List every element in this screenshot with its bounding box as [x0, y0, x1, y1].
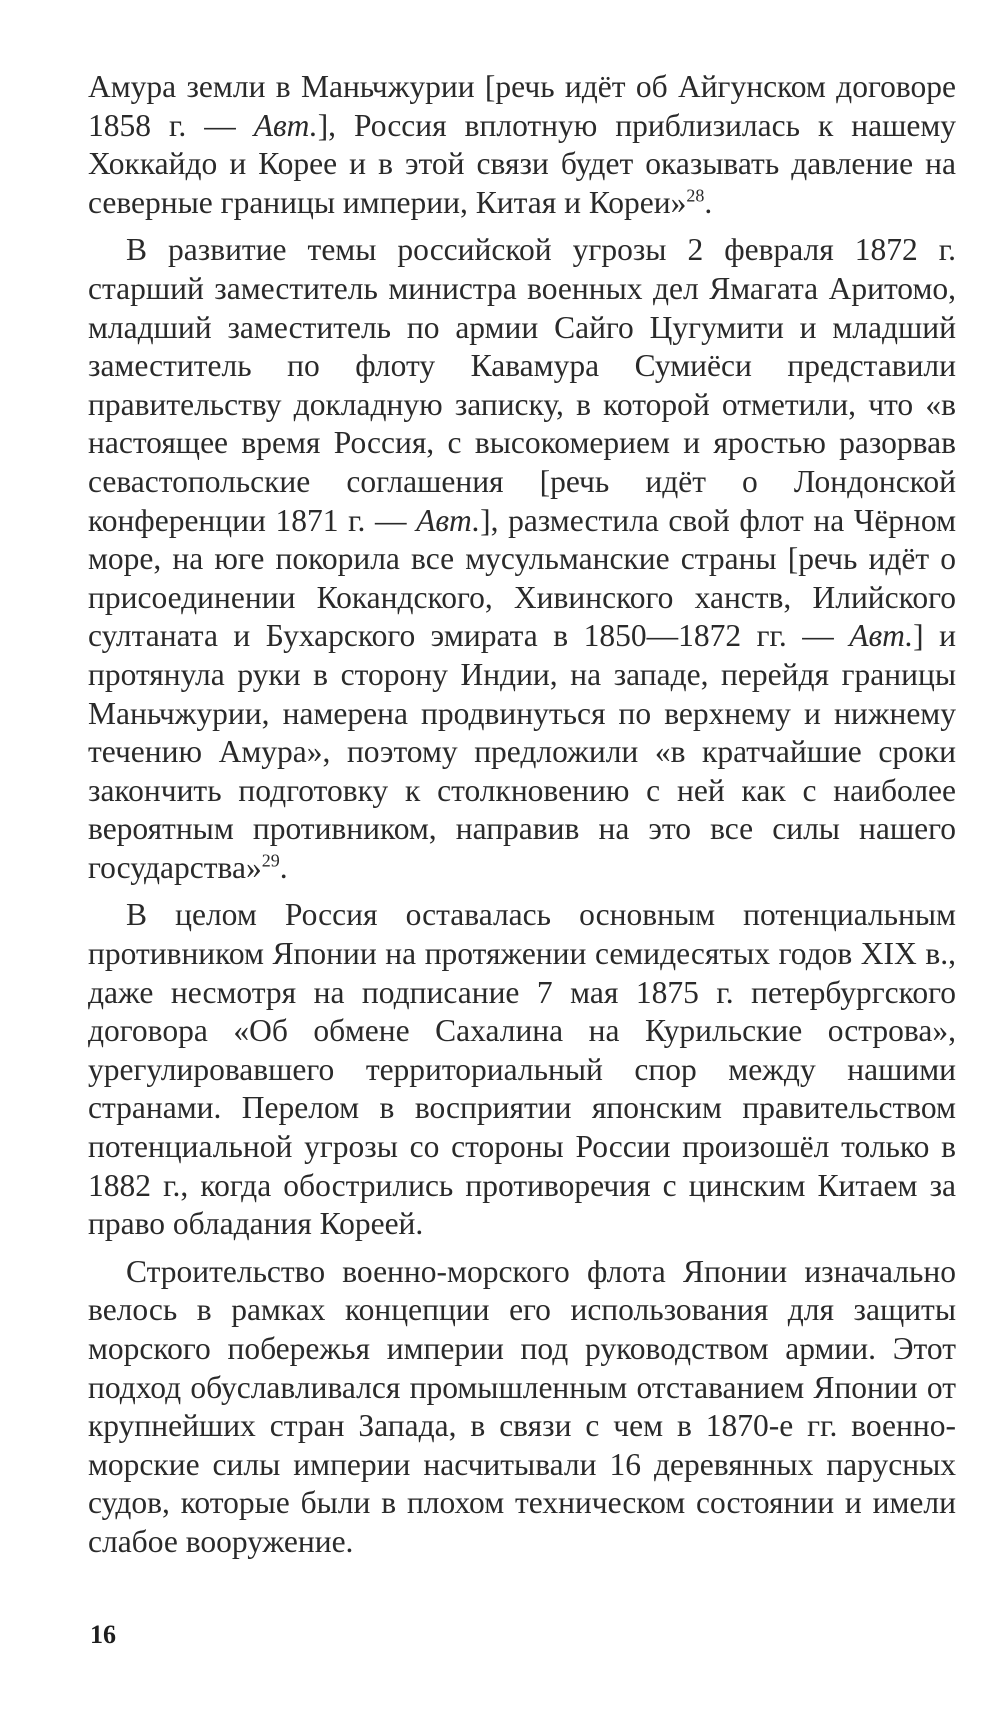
paragraph-2-part-3: ], разместила свой флот на Чёрном море, на юге покорила все мусульманские страны [речь идёт о присоединении Кокандского, Хивинского ханств, Илийского султаната и Бухарского эмирата в 1850—1872 гг. —	[88, 502, 957, 654]
paragraph-3-part-1: В целом Россия оставалась основным потенциальным противником Японии на протяжении семидесятых годов XIX в., даже несмотря на подписание 7 мая 1875 г. петербургского договора «Об обмене Сахалина на Курильские острова», урегулировавшего территориальный спор между нашими странами. Перелом в восприятии японским правительством потенциальной угрозы со стороны России произошёл только в 1882 г., когда обострились противоречия с цинским Китаем за право обладания Кореей.	[88, 897, 956, 1242]
author-note: Авт.	[253, 107, 318, 143]
paragraph-2	[88, 231, 956, 887]
page-text	[88, 68, 956, 1562]
paragraph-4-part-1: Строительство военно-морского флота Японии изначально велось в рамках концепции его использования для защиты морского побережья империи под руководством армии. Этот подход обуславливался промышленным отставанием Японии от крупнейших стран Запада, в связи с чем в 1870-е гг. военно-морские силы империи насчитывали 16 деревянных парусных судов, которые были в плохом техническом состоянии и имели слабое вооружение.	[88, 1253, 956, 1559]
paragraph-3	[88, 896, 956, 1243]
paragraph-1-part-1: Амура земли в Маньчжурии [речь идёт об Айгунском договоре 1858 г. —	[88, 69, 956, 143]
page-number: 16	[90, 1620, 116, 1649]
footnote-ref-28[interactable]: 28	[686, 185, 705, 206]
paragraph-2-part-7: .	[279, 849, 288, 885]
paragraph-1-part-3: ], Россия вплотную приблизилась к нашему Хоккайдо и Корее и в этой связи будет оказывать давление на северные границы империи, Китая и Кореи»	[88, 107, 957, 220]
paragraph-1	[88, 68, 956, 222]
author-note: Авт.	[849, 618, 914, 654]
author-note: Авт.	[416, 502, 481, 538]
paragraph-2-part-5: ] и протянула руки в сторону Индии, на западе, перейдя границы Маньчжурии, намерена продвинуться по верхнему и нижнему течению Амура», поэтому предложили «в кратчайшие сроки закончить подготовку к столкновению с ней как с наиболее вероятным противником, направив на это все силы нашего государства»	[88, 618, 956, 885]
paragraph-1-part-5: .	[704, 184, 713, 220]
paragraph-2-part-1: В развитие темы российской угрозы 2 февраля 1872 г. старший заместитель министра военных дел Ямагата Аритомо, младший заместитель по армии Сайго Цугумити и младший заместитель по флоту Кавамура Сумиёси представили правительству докладную записку, в которой отметили, что «в настоящее время Россия, с высокомерием и яростью разорвав севастопольские соглашения [речь идёт о Лондонской конференции 1871 г. —	[88, 232, 956, 538]
paragraph-4	[88, 1253, 956, 1562]
footnote-ref-29[interactable]: 29	[261, 850, 280, 871]
